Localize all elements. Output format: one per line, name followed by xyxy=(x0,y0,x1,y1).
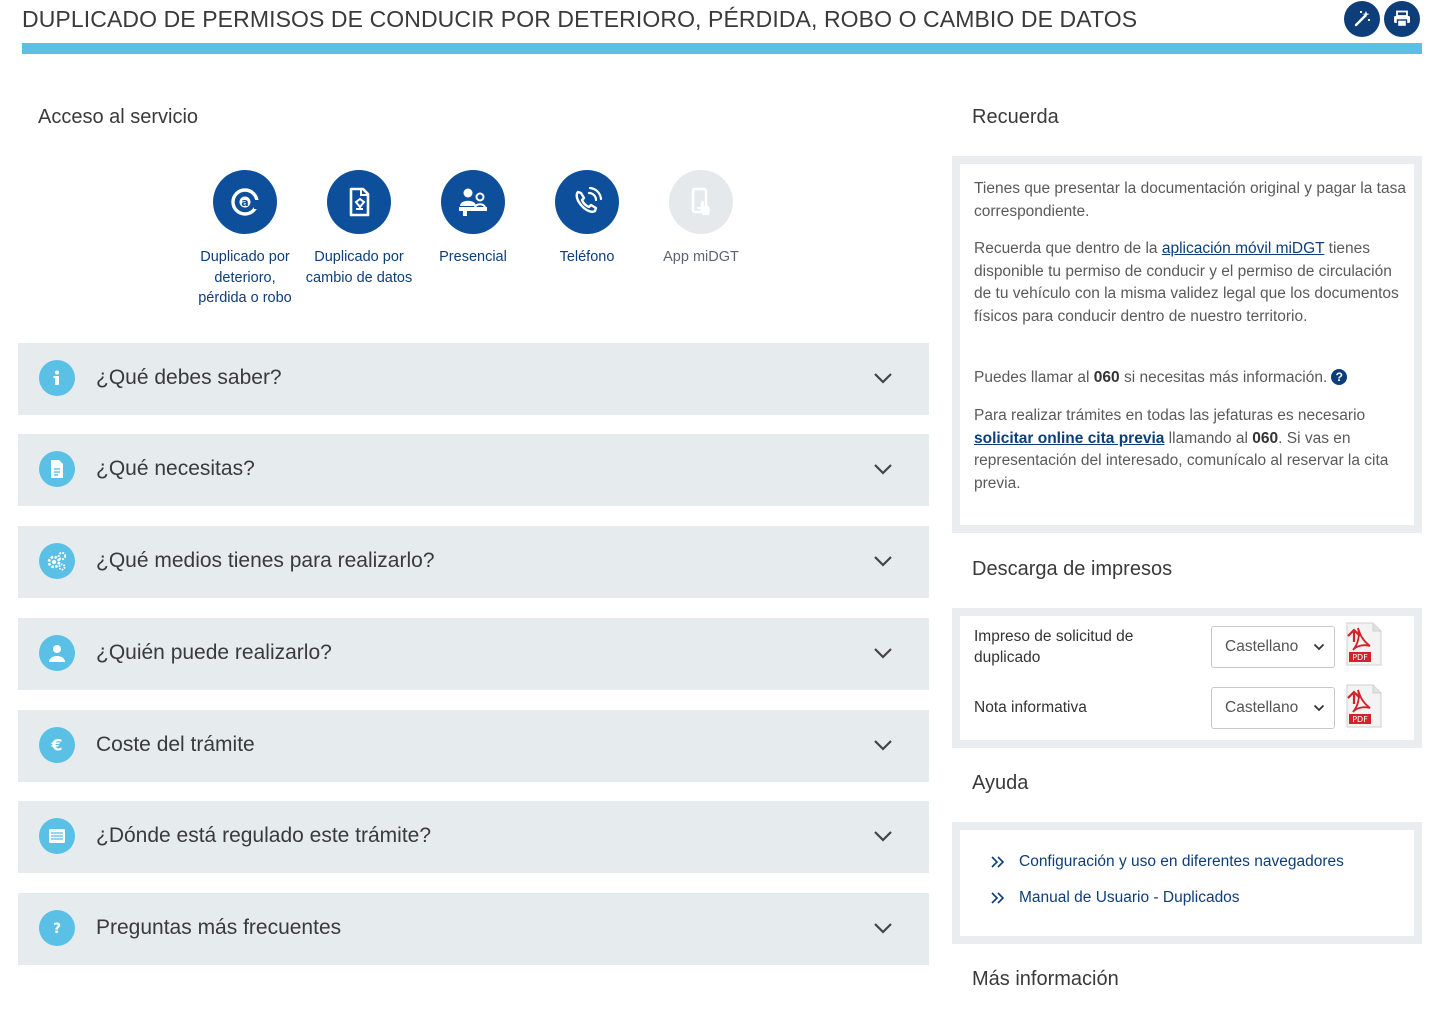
document-edit-icon xyxy=(341,184,377,220)
nota-informativa-label: Nota informativa xyxy=(974,699,1087,716)
accordion-que-necesitas[interactable] xyxy=(18,434,929,506)
accordion-coste[interactable] xyxy=(18,710,929,782)
service-label: Presencial xyxy=(439,249,507,265)
recuerda-paragraph-2 xyxy=(974,238,1406,328)
cita-previa-link[interactable]: solicitar online cita previa xyxy=(974,429,1165,447)
recuerda-heading: Recuerda xyxy=(972,106,1059,128)
chevron-down-icon xyxy=(1313,703,1325,713)
text-span: Puedes llamar al xyxy=(974,369,1094,386)
person-icon xyxy=(39,635,75,671)
midgt-app-link[interactable]: aplicación móvil miDGT xyxy=(1161,240,1325,257)
service-presencial[interactable] xyxy=(417,170,529,268)
pdf-download-icon[interactable] xyxy=(1344,622,1384,666)
title-underline xyxy=(22,43,1422,54)
document-icon xyxy=(39,451,75,487)
pdf-download-icon[interactable] xyxy=(1344,684,1384,728)
service-circle[interactable] xyxy=(327,170,391,234)
chevron-down-icon xyxy=(1313,642,1325,652)
print-button[interactable] xyxy=(1384,1,1420,37)
chevron-down-icon[interactable] xyxy=(873,645,893,661)
service-circle[interactable] xyxy=(213,170,277,234)
help-link-navegadores[interactable] xyxy=(990,853,1344,871)
help-link-manual[interactable] xyxy=(990,889,1240,907)
text-span: tienes disponible tu permiso de conducir y el permiso de circulación de tu vehículo con la misma validez legal que los documentos físicos para conducir dentro de nuestro territorio. xyxy=(974,240,1399,325)
accordion-label: Coste del trámite xyxy=(96,733,255,756)
chevron-down-icon[interactable] xyxy=(873,737,893,753)
service-label: Duplicado por cambio de datos xyxy=(305,249,413,286)
chevron-down-icon[interactable] xyxy=(873,920,893,936)
chevron-down-icon[interactable] xyxy=(873,553,893,569)
accordion-label: ¿Dónde está regulado este trámite? xyxy=(96,824,432,847)
text-span: Para realizar trámites en todas las jefaturas es necesario xyxy=(974,407,1366,424)
service-circle[interactable] xyxy=(555,170,619,234)
mas-informacion-heading: Más información xyxy=(972,968,1119,990)
service-circle xyxy=(669,170,733,234)
magic-wand-icon xyxy=(1352,9,1372,29)
select-value: Castellano xyxy=(1225,638,1299,655)
chevron-down-icon[interactable] xyxy=(873,370,893,386)
question-icon xyxy=(39,910,75,946)
accordion-que-debes-saber[interactable] xyxy=(18,343,929,415)
mobile-app-icon xyxy=(683,184,719,220)
accordion-label: ¿Qué medios tienes para realizarlo? xyxy=(96,549,435,572)
recuerda-paragraph-4 xyxy=(974,405,1406,495)
recuerda-paragraph-1: Tienes que presentar la documentación original y pagar la tasa correspondiente. xyxy=(974,180,1406,220)
phone-number: 060 xyxy=(1093,369,1120,386)
help-link-label[interactable]: Configuración y uso en diferentes navegadores xyxy=(1019,853,1344,870)
accordion-label: ¿Qué necesitas? xyxy=(96,457,255,480)
recuerda-paragraph-3 xyxy=(974,367,1406,390)
double-chevron-right-icon xyxy=(990,855,1006,869)
double-chevron-right-icon xyxy=(990,891,1006,905)
ayuda-panel xyxy=(952,822,1422,944)
svg-text:?: ? xyxy=(52,921,62,937)
at-sign-icon xyxy=(227,184,263,220)
help-question-icon[interactable]: ? xyxy=(1331,369,1347,385)
service-app-midgt xyxy=(645,170,757,268)
language-select-nota[interactable] xyxy=(1211,687,1335,729)
chevron-down-icon[interactable] xyxy=(873,461,893,477)
page-header xyxy=(22,0,1422,56)
text-span: si necesitas más información. xyxy=(1119,369,1328,386)
accordion-que-medios[interactable] xyxy=(18,526,929,598)
service-telefono[interactable] xyxy=(531,170,643,268)
service-duplicado-cambio-datos[interactable] xyxy=(303,170,415,288)
service-circle[interactable] xyxy=(441,170,505,234)
phone-number: 060 xyxy=(1252,429,1279,447)
page-title: DUPLICADO DE PERMISOS DE CONDUCIR POR DETERIORO, PÉRDIDA, ROBO O CAMBIO DE DATOS xyxy=(22,6,1138,32)
help-link-label[interactable]: Manual de Usuario - Duplicados xyxy=(1019,889,1240,906)
gears-icon xyxy=(39,543,75,579)
accordion-label: Preguntas más frecuentes xyxy=(96,916,342,939)
text-span: Recuerda que dentro de la xyxy=(974,240,1162,257)
access-heading: Acceso al servicio xyxy=(38,106,199,128)
chevron-down-icon[interactable] xyxy=(873,828,893,844)
list-icon xyxy=(39,818,75,854)
pdf-badge: PDF xyxy=(1352,653,1368,662)
text-span: llamando al xyxy=(1164,429,1253,447)
print-icon xyxy=(1392,9,1412,29)
ayuda-heading: Ayuda xyxy=(972,772,1029,794)
text-span: . Si vas en representación del interesado, comunícalo al reservar la cita previa. xyxy=(974,429,1389,492)
svg-text:a: a xyxy=(241,196,249,209)
accessibility-button[interactable] xyxy=(1344,1,1380,37)
select-value: Castellano xyxy=(1225,699,1299,716)
language-select-solicitud[interactable] xyxy=(1211,626,1335,668)
accordion-label: ¿Quién puede realizarlo? xyxy=(96,641,332,664)
service-label: Teléfono xyxy=(559,249,615,265)
descarga-heading: Descarga de impresos xyxy=(972,558,1173,580)
service-label: App miDGT xyxy=(663,249,739,265)
service-duplicado-deterioro[interactable] xyxy=(189,170,301,309)
accordion-quien-puede[interactable] xyxy=(18,618,929,690)
pdf-badge: PDF xyxy=(1352,715,1368,724)
svg-text:€: € xyxy=(51,735,63,755)
accordion-label: ¿Qué debes saber? xyxy=(96,366,282,389)
info-icon xyxy=(39,360,75,396)
accordion-preguntas-frecuentes[interactable] xyxy=(18,893,929,965)
service-label: Duplicado por deterioro, pérdida o robo xyxy=(198,249,292,306)
people-desk-icon xyxy=(455,184,491,220)
euro-icon xyxy=(39,727,75,763)
ayuda-panel-inner xyxy=(960,830,1414,936)
accordion-donde-regulado[interactable] xyxy=(18,801,929,873)
impreso-solicitud-label: Impreso de solicitud de duplicado xyxy=(974,628,1134,666)
phone-icon xyxy=(569,184,605,220)
